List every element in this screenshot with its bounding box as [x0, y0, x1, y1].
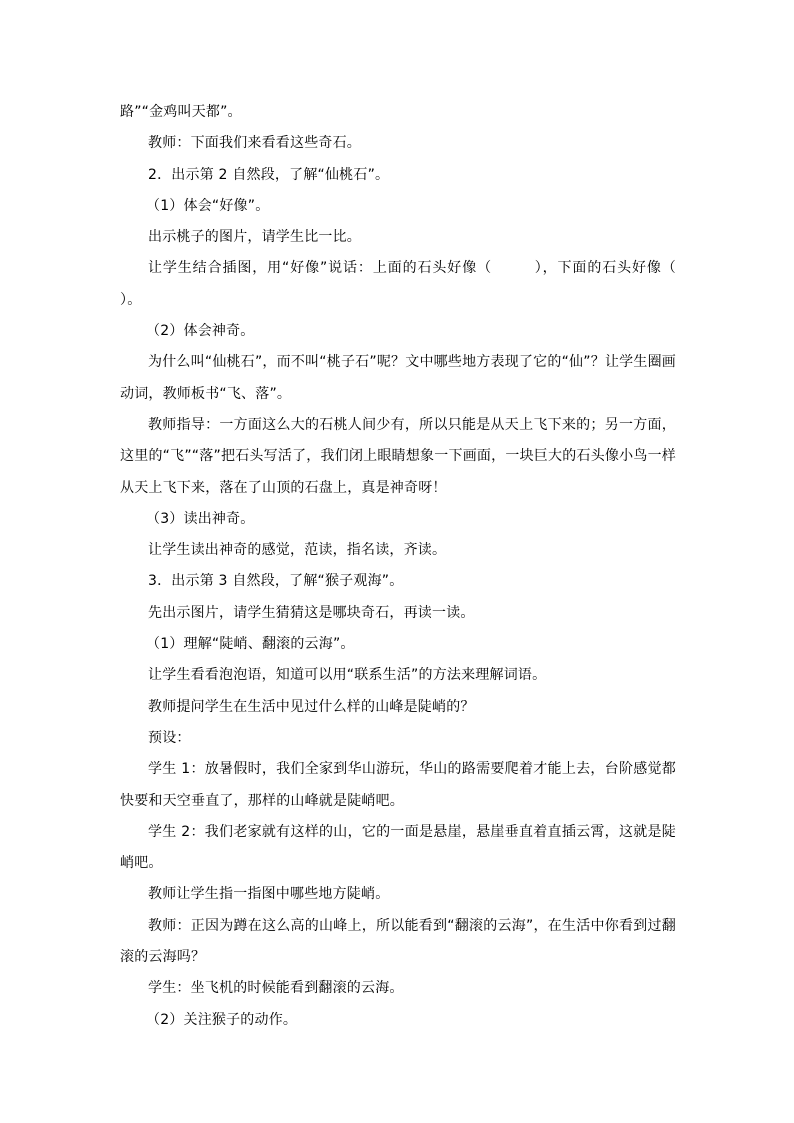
paragraph: 教师：下面我们来看看这些奇石。	[148, 135, 361, 152]
paragraph: （1）理解“陡峭、翻滚的云海”。	[146, 636, 355, 653]
paragraph: 教师：正因为蹲在这么高的山峰上，所以能看到“翻滚的云海”，在生活中你看到过翻滚的云海吗？	[120, 917, 676, 966]
paragraph: 教师提问学生在生活中见过什么样的山峰是陡峭的？	[148, 698, 475, 715]
paragraph: 学生 2：我们老家就有这样的山，它的一面是悬崖，悬崖垂直着直插云霄，这就是陡峭吧。	[120, 823, 676, 872]
document-body	[120, 97, 714, 1036]
paragraph: 让学生看看泡泡语，知道可以用“联系生活”的方法来理解词语。	[148, 667, 547, 684]
paragraph: （2）关注猴子的动作。	[146, 1011, 298, 1028]
paragraph: 教师让学生指一指图中哪些地方陡峭。	[148, 886, 390, 903]
paragraph: 学生：坐飞机的时候能看到翻滚的云海。	[148, 980, 404, 997]
paragraph: 2．出示第 2 自然段，了解“仙桃石”。	[148, 166, 390, 183]
paragraph: 3．出示第 3 自然段，了解“猴子观海”。	[148, 573, 404, 590]
paragraph: （3）读出神奇。	[146, 510, 255, 527]
paragraph: 让学生读出神奇的感觉，范读，指名读，齐读。	[148, 542, 447, 559]
paragraph: 预设：	[148, 729, 191, 746]
paragraph: 教师指导：一方面这么大的石桃人间少有，所以只能是从天上飞下来的；另一方面，这里的“飞”“落”把石头写活了，我们闭上眼睛想象一下画面，一块巨大的石头像小鸟一样从天上飞下来，落在了山顶的石盘上，真是神奇呀！	[120, 416, 676, 496]
paragraph: 为什么叫“仙桃石”，而不叫“桃子石”呢？文中哪些地方表现了它的“仙”？让学生圈画动词，教师板书“飞、落”。	[120, 354, 676, 402]
paragraph: 路”“金鸡叫天都”。	[120, 104, 242, 120]
paragraph: 先出示图片，请学生猜猜这是哪块奇石，再读一读。	[148, 604, 475, 621]
paragraph: 学生 1：放暑假时，我们全家到华山游玩，华山的路需要爬着才能上去，台阶感觉都快要和天空垂直了，那样的山峰就是陡峭吧。	[120, 761, 676, 809]
paragraph: （2）体会神奇。	[146, 323, 255, 340]
paragraph: （1）体会“好像”。	[146, 197, 270, 214]
paragraph: 出示桃子的图片，请学生比一比。	[148, 229, 361, 246]
paragraph: 让学生结合插图，用“好像”说话：上面的石头好像（ ），下面的石头好像（ ）。	[120, 260, 714, 308]
